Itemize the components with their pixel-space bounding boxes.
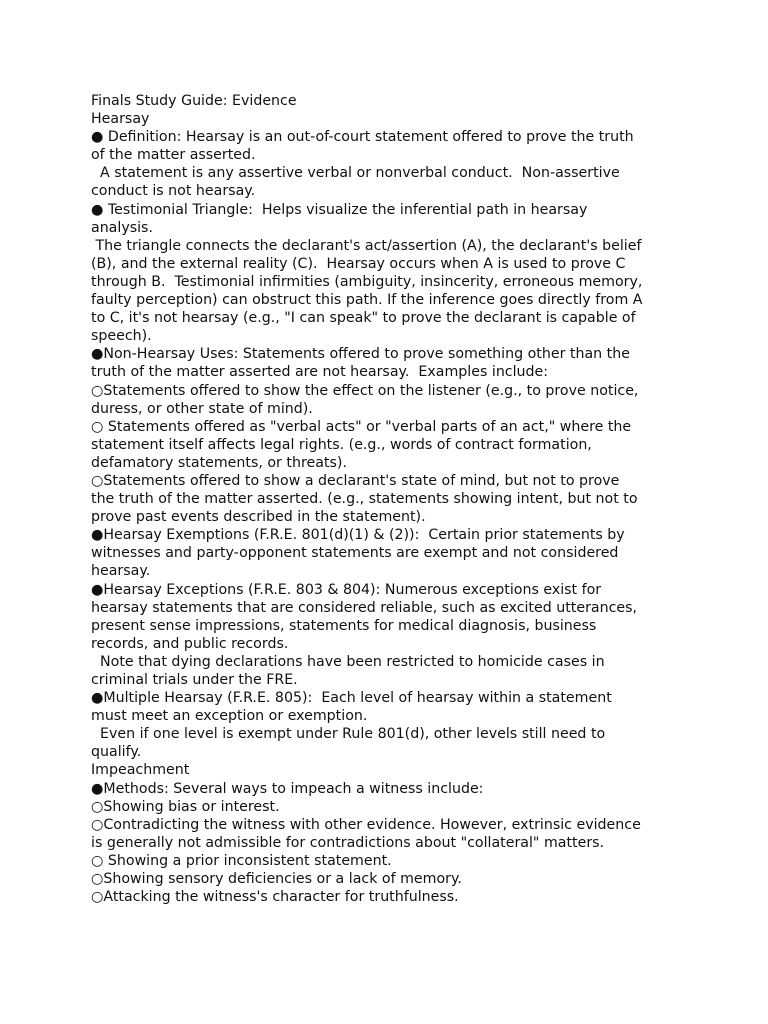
- text-line: Note that dying declarations have been restricted to homicide cases in: [91, 653, 605, 670]
- text-line: speech).: [91, 328, 152, 345]
- text-line: A statement is any assertive verbal or nonverbal conduct. Non-assertive: [91, 165, 620, 182]
- text-line: ● Definition: Hearsay is an out-of-court statement offered to prove the truth: [91, 129, 634, 146]
- text-line: Even if one level is exempt under Rule 801(d), other levels still need to: [91, 726, 606, 743]
- text-line: ○Statements offered to show a declarant's state of mind, but not to prove: [91, 472, 620, 489]
- text-line: present sense impressions, statements for medical diagnosis, business: [91, 617, 597, 634]
- text-line: ○Showing bias or interest.: [91, 798, 280, 815]
- text-line: hearsay.: [91, 563, 151, 580]
- text-line: hearsay statements that are considered reliable, such as excited utterances,: [91, 599, 638, 616]
- text-line: conduct is not hearsay.: [91, 183, 256, 200]
- text-line: faulty perception) can obstruct this path. If the inference goes directly from A: [91, 292, 643, 309]
- text-line: ●Hearsay Exemptions (F.R.E. 801(d)(1) & (2)): Certain prior statements by: [91, 527, 625, 544]
- text-line: The triangle connects the declarant's act/assertion (A), the declarant's belief: [91, 237, 642, 254]
- text-line: is generally not admissible for contradictions about "collateral" matters.: [91, 834, 605, 851]
- text-line: truth of the matter asserted are not hearsay. Examples include:: [91, 364, 549, 381]
- text-line: defamatory statements, or threats).: [91, 454, 347, 471]
- text-line: ○Contradicting the witness with other evidence. However, extrinsic evidence: [91, 816, 641, 833]
- text-line: ○Attacking the witness's character for truthfulness.: [91, 889, 459, 906]
- text-line: ○ Statements offered as "verbal acts" or "verbal parts of an act," where the: [91, 418, 632, 435]
- section-heading-impeachment: Impeachment: [91, 762, 190, 779]
- text-line: through B. Testimonial infirmities (ambiguity, insincerity, erroneous memory,: [91, 273, 643, 290]
- text-line: records, and public records.: [91, 635, 289, 652]
- text-line: ●Methods: Several ways to impeach a witness include:: [91, 780, 484, 797]
- text-line: duress, or other state of mind).: [91, 400, 313, 417]
- text-line: qualify.: [91, 744, 142, 761]
- text-line: to C, it's not hearsay (e.g., "I can speak" to prove the declarant is capable of: [91, 310, 636, 327]
- text-line: prove past events described in the statement).: [91, 509, 426, 526]
- text-line: ○Showing sensory deficiencies or a lack of memory.: [91, 871, 462, 888]
- text-line: must meet an exception or exemption.: [91, 708, 368, 725]
- text-line: ●Hearsay Exceptions (F.R.E. 803 & 804): Numerous exceptions exist for: [91, 581, 602, 598]
- section-heading-hearsay: Hearsay: [91, 111, 150, 128]
- text-line: analysis.: [91, 219, 153, 236]
- text-line: witnesses and party-opponent statements are exempt and not considered: [91, 545, 619, 562]
- text-line: ●Non-Hearsay Uses: Statements offered to prove something other than the: [91, 346, 630, 363]
- document-title: Finals Study Guide: Evidence: [91, 93, 297, 109]
- text-line: the truth of the matter asserted. (e.g., statements showing intent, but not to: [91, 491, 638, 508]
- text-line: ●Multiple Hearsay (F.R.E. 805): Each level of hearsay within a statement: [91, 690, 612, 707]
- text-line: ○Statements offered to show the effect on the listener (e.g., to prove notice,: [91, 382, 639, 399]
- text-line: ○ Showing a prior inconsistent statement.: [91, 852, 392, 869]
- document-body: [91, 92, 691, 906]
- text-line: (B), and the external reality (C). Hearsay occurs when A is used to prove C: [91, 255, 626, 272]
- text-line: statement itself affects legal rights. (e.g., words of contract formation,: [91, 436, 592, 453]
- text-line: criminal trials under the FRE.: [91, 672, 298, 688]
- text-line: of the matter asserted.: [91, 147, 256, 164]
- text-line: ● Testimonial Triangle: Helps visualize the inferential path in hearsay: [91, 201, 588, 218]
